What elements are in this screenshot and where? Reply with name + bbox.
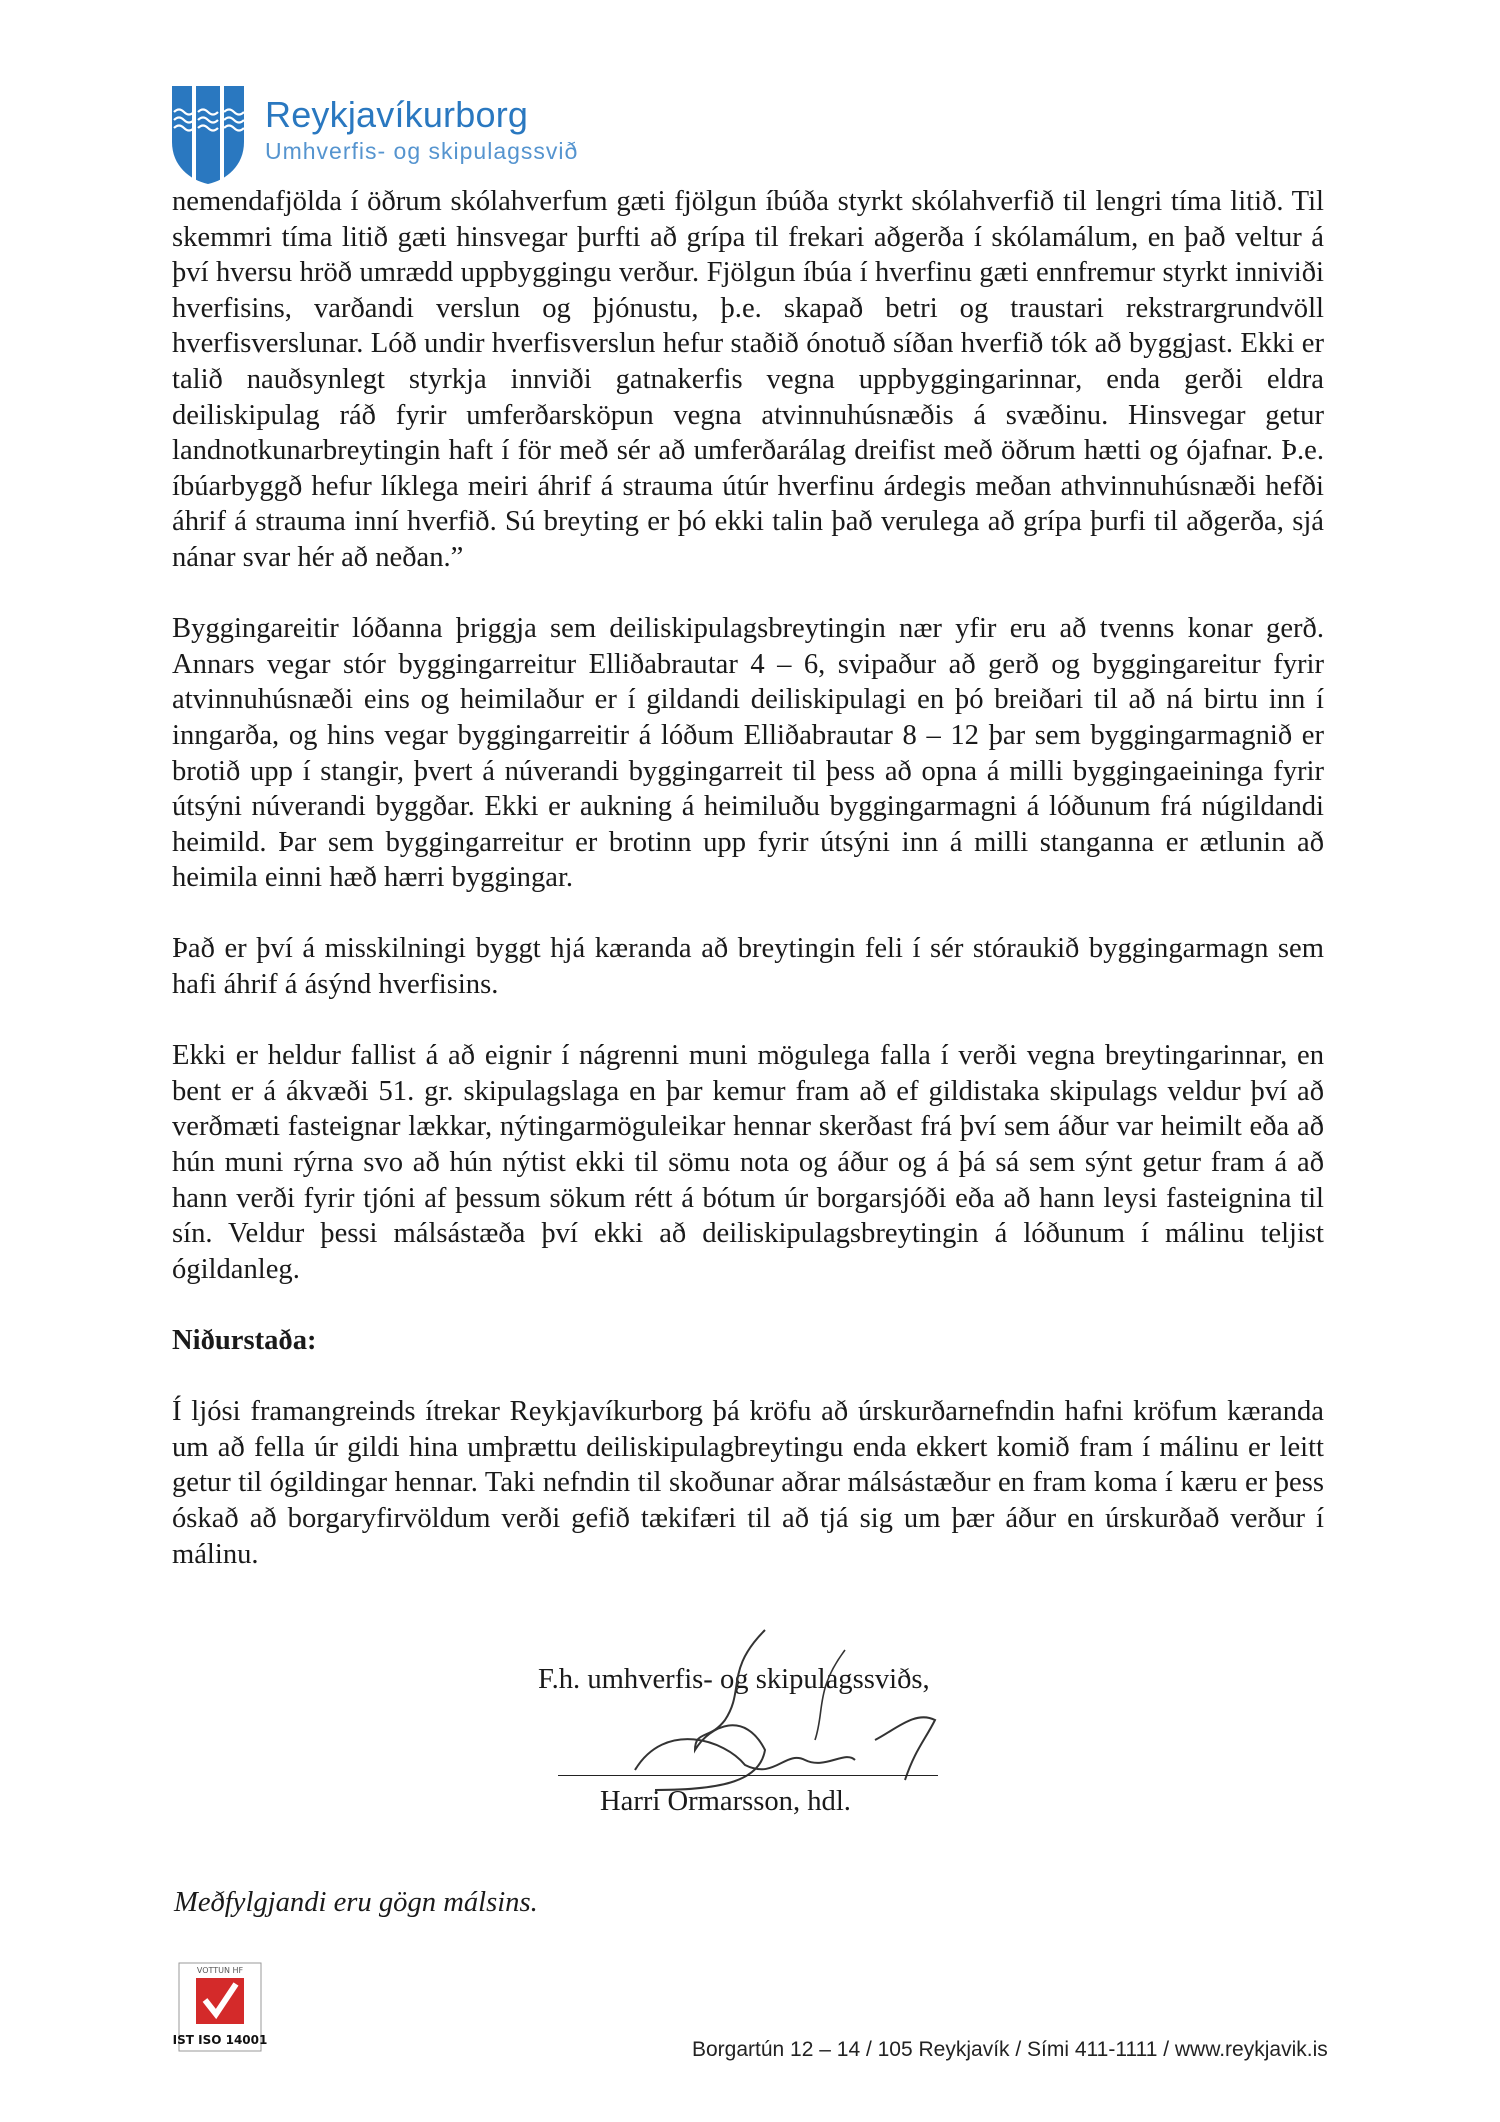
- paragraph-traffic: nemendafjölda í öðrum skólahverfum gæti fjölgun íbúða styrkt skólahverfið til lengri tíma litið. Til skemmri tíma litið gæti hinsvegar þurfti að grípa til frekari aðgerða í skólamálum, en það veltur á því hversu hröð umrædd uppbyggingu verður. Fjölgun íbúa í hverfinu gæti ennfremur styrkt inniviði hverfisins, varðandi verslun og þjónustu, þ.e. skapað betri og traustari rekstrargrundvöll hverfisverslunar. Lóð undir hverfisverslun hefur staðið ónotuð síðan hverfið tók að byggjast. Ekki er talið nauðsynlegt styrkja innviði gatnakerfis vegna uppbyggingarinnar, enda gerði eldra deiliskipulag ráð fyrir umferðarsköpun vegna atvinnuhúsnæðis á svæðinu. Hinsvegar getur landnotkunarbreytingin haft í för með sér að umferðarálag dreifist með öðrum hætti og ójafnar. Þ.e. íbúarbyggð hefur líklega meiri áhrif á strauma útúr hverfinu árdegis meðan athvinnuhúsnæði hefði áhrif á strauma inní hverfið. Sú breyting er þó ekki talin það verulega að grípa þurfi til aðgerða, sjá nánar svar hér að neðan.”: [172, 186, 1324, 573]
- paragraph-conclusion: Í ljósi framangreinds ítrekar Reykjavíkurborg þá kröfu að úrskurðarnefndin hafni kröfum kæranda um að fella úr gildi hina umþrættu deiliskipulagbreytingu enda ekkert komið fram í málinu er leitt getur til ógildingar hennar. Taki nefndin til skoðunar aðrar málsástæður en fram koma í kæru er þess óskað að borgaryfirvöldum verði gefið tækifæri til að tjá sig um þær áður en úrskurðað verður í málinu.: [172, 1396, 1324, 1570]
- iso-certification-logo: [172, 1962, 268, 2052]
- signature-line: [558, 1775, 938, 1776]
- svg-text:IST ISO 14001: IST ISO 14001: [172, 2033, 268, 2047]
- footer-address: Borgartún 12 – 14 / 105 Reykjavík / Sími 411-1111 / www.reykjavik.is: [692, 2038, 1328, 2061]
- paragraph-building-areas: Byggingareitir lóðanna þriggja sem deiliskipulagsbreytingin nær yfir eru að tvenns konar gerð. Annars vegar stór byggingarreitur Elliðabrautar 4 – 6, svipaður að gerð og byggingareitur fyrir atvinnuhúsnæði eins og heimilaður er í gildandi deiliskipulagi en þó breiðari til að ná birtu inn í inngarða, og hins vegar byggingarreitir á lóðum Elliðabrautar 8 – 12 þar sem byggingarmagnið er brotið upp í stangir, þvert á núverandi byggingarreit til þess að opna á milli byggingaeininga fyrir útsýni núverandi byggðar. Ekki er aukning á heimiluðu byggingarmagni á lóðunum frá núgildandi heimild. Þar sem byggingarreitur er brotinn upp fyrir útsýni inn á milli stanganna er ætlunin að heimila einni hæð hærri byggingar.: [172, 613, 1324, 894]
- signer-name: Harri Ormarsson, hdl.: [600, 1786, 851, 1817]
- paragraph-property-value: Ekki er heldur fallist á að eignir í nágrenni muni mögulega falla í verði vegna breytingarinnar, en bent er á ákvæði 51. gr. skipulagslaga en þar kemur fram að ef gildistaka skipulags veldur því að verðmæti fasteignar lækkar, nýtingarmöguleikar hennar skerðast frá því sem áður var heimilt eða að hún muni rýrna svo að hún nýtist ekki til sömu nota og áður og á þá sá sem sýnt getur fram á að hann verði fyrir tjóni af þessum sökum rétt á bótum úr borgarsjóði eða að hann leysi fasteignina til sín. Veldur þessi málsástæða því ekki að deiliskipulagsbreytingin á lóðunum í málinu teljist ógildanleg.: [172, 1040, 1324, 1285]
- letterhead: [168, 78, 688, 188]
- reykjavik-shield-icon: [168, 82, 248, 186]
- org-name: Reykjavíkurborg: [265, 94, 529, 135]
- conclusion-heading: Niðurstaða:: [172, 1325, 317, 1356]
- enclosure-note: Meðfylgjandi eru gögn málsins.: [174, 1887, 538, 1918]
- department-name: Umhverfis- og skipulagssvið: [265, 138, 579, 164]
- closing-line: F.h. umhverfis- og skipulagssviðs,: [538, 1664, 930, 1695]
- svg-text:VOTTUN HF: VOTTUN HF: [196, 1966, 244, 1975]
- letter-body: [172, 184, 1324, 1608]
- paragraph-misunderstanding: Það er því á misskilningi byggt hjá kæranda að breytingin feli í sér stóraukið byggingarmagn sem hafi áhrif á ásýnd hverfisins.: [172, 933, 1324, 1001]
